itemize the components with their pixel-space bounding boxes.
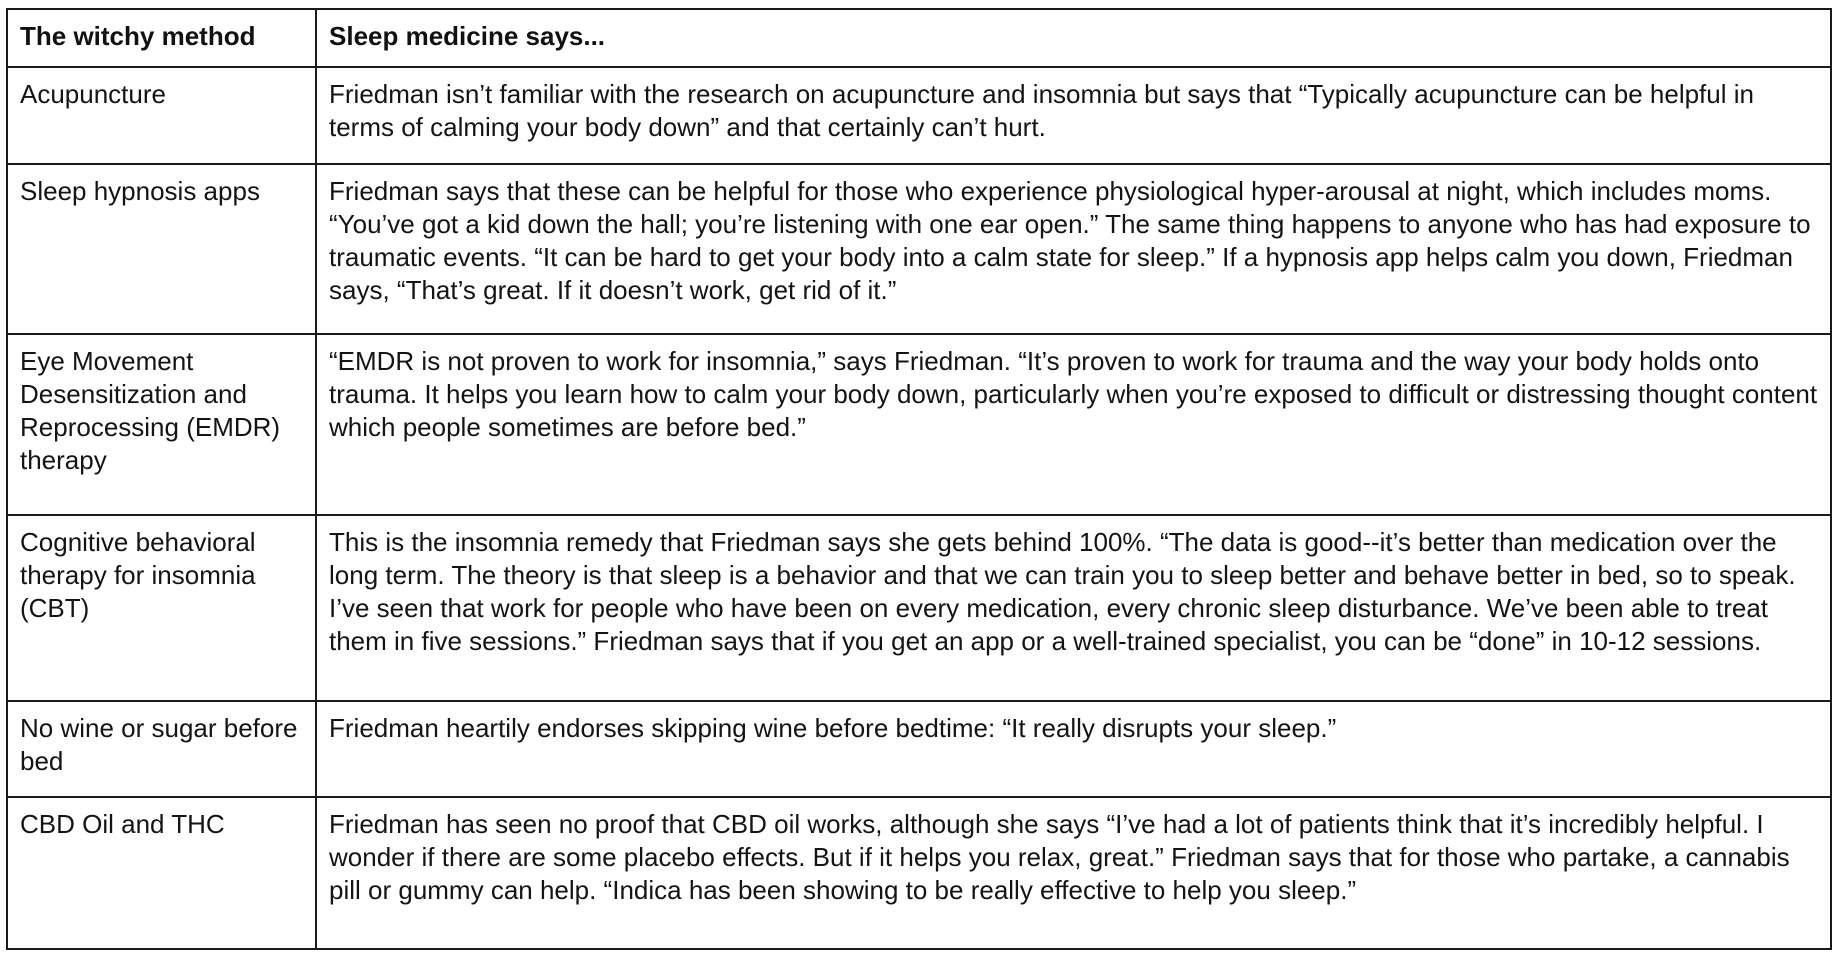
header-sleep-medicine: Sleep medicine says... <box>316 9 1831 67</box>
says-cell: “EMDR is not proven to work for insomnia,” says Friedman. “It’s proven to work for trauma and the way your body holds onto trauma. It helps you learn how to calm your body down, particularly when you’re exposed to difficult or distressing thought content which people sometimes are before bed.” <box>316 334 1831 515</box>
says-cell: This is the insomnia remedy that Friedman says she gets behind 100%. “The data is good--it’s better than medication over the long term. The theory is that sleep is a behavior and that we can train you to sleep better and behave better in bed, so to speak. I’ve seen that work for people who have been on every medication, every chronic sleep disturbance. We’ve been able to treat them in five sessions.” Friedman says that if you get an app or a well-trained specialist, you can be “done” in 10-12 sessions. <box>316 515 1831 700</box>
table-row <box>7 334 1831 515</box>
method-cell: Sleep hypnosis apps <box>7 164 316 335</box>
method-cell: CBD Oil and THC <box>7 797 316 949</box>
table-row <box>7 164 1831 335</box>
table-row <box>7 797 1831 949</box>
comparison-table <box>6 8 1832 950</box>
method-cell: No wine or sugar before bed <box>7 701 316 798</box>
header-row <box>7 9 1831 67</box>
method-cell: Acupuncture <box>7 67 316 164</box>
says-cell: Friedman heartily endorses skipping wine before bedtime: “It really disrupts your sleep.” <box>316 701 1831 798</box>
table-row <box>7 67 1831 164</box>
says-cell: Friedman isn’t familiar with the research on acupuncture and insomnia but says that “Typically acupuncture can be helpful in terms of calming your body down” and that certainly can’t hurt. <box>316 67 1831 164</box>
header-method: The witchy method <box>7 9 316 67</box>
table-row <box>7 701 1831 798</box>
table-row <box>7 515 1831 700</box>
method-cell: Cognitive behavioral therapy for insomnia (CBT) <box>7 515 316 700</box>
method-cell: Eye Movement Desensitization and Reprocessing (EMDR) therapy <box>7 334 316 515</box>
says-cell: Friedman says that these can be helpful for those who experience physiological hyper-arousal at night, which includes moms. “You’ve got a kid down the hall; you’re listening with one ear open.” The same thing happens to anyone who has had exposure to traumatic events. “It can be hard to get your body into a calm state for sleep.” If a hypnosis app helps calm you down, Friedman says, “That’s great. If it doesn’t work, get rid of it.” <box>316 164 1831 335</box>
says-cell: Friedman has seen no proof that CBD oil works, although she says “I’ve had a lot of patients think that it’s incredibly helpful. I wonder if there are some placebo effects. But if it helps you relax, great.” Friedman says that for those who partake, a cannabis pill or gummy can help. “Indica has been showing to be really effective to help you sleep.” <box>316 797 1831 949</box>
